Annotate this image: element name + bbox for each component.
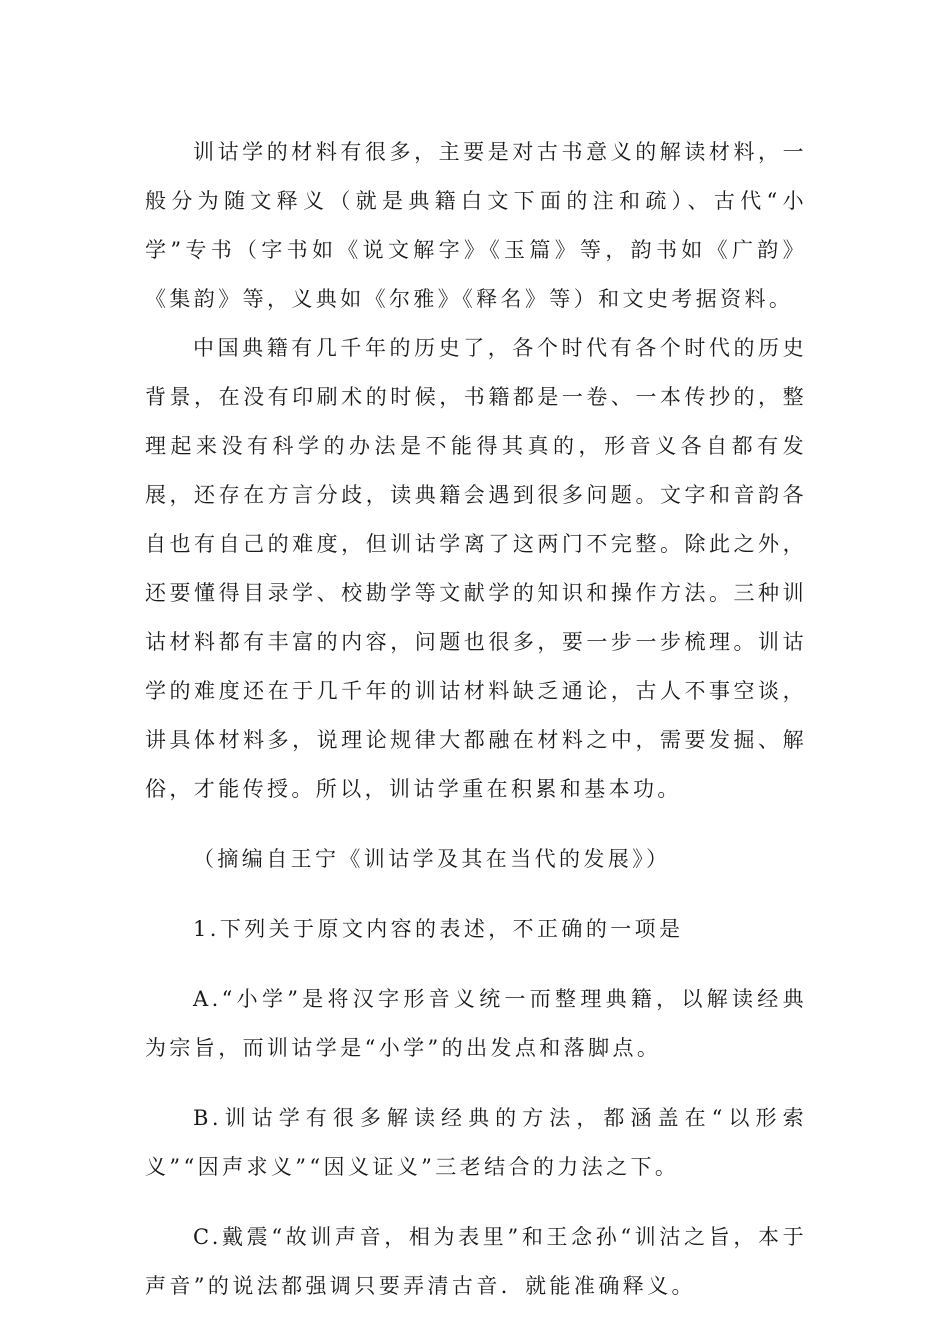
option-b: B.训诂学有很多解读经典的方法，都涵盖在“以形索义”“因声求义”“因义证义”三老结合的力法之下。 [145, 1106, 807, 1179]
paragraph-history: 中国典籍有几千年的历史了，各个时代有各个时代的历史背景，在没有印刷术的时候，书籍都是一卷、一本传抄的，整理起来没有科学的办法是不能得其真的，形音义各自都有发展，还存在方言分歧，读典籍会遇到很多问题。文字和音韵各自也有自己的难度，但训诂学离了这两门不完整。除此之外，还要懂得目录学、校勘学等文献学的知识和操作方法。三种训诂材料都有丰富的内容，问题也很多，要一步一步梳理。训诂学的难度还在于几千年的训诂材料缺乏通论，古人不事空谈，讲具体材料多，说理论规律大都融在材料之中，需要发掘、解俗，才能传授。所以，训诂学重在积累和基本功。 [145, 336, 807, 801]
option-a: A.“小学”是将汉字形音义统一而整理典籍，以解读经典为宗旨，而训诂学是“小学”的出发点和落脚点。 [145, 987, 807, 1060]
question-stem: 1.下列关于原文内容的表述，不正确的一项是 [193, 917, 684, 941]
source-citation: （摘编自王宁《训诂学及其在当代的发展》） [193, 847, 671, 871]
document-body [145, 128, 807, 1332]
option-c: C.戴震“故训声音，相为表里”和王念孙“训沽之旨，本于声音”的说法都强调只要弄清古音．就能准确释义。 [145, 1225, 807, 1298]
paragraph-materials: 训诂学的材料有很多，主要是对古书意义的解读材料，一般分为随文释义（就是典籍白文下面的注和疏）、古代“小学”专书（字书如《说文解字》《玉篇》等，韵书如《广韵》《集韵》等，义典如《尔雅》《释名》等）和文史考据资料。 [145, 140, 807, 311]
